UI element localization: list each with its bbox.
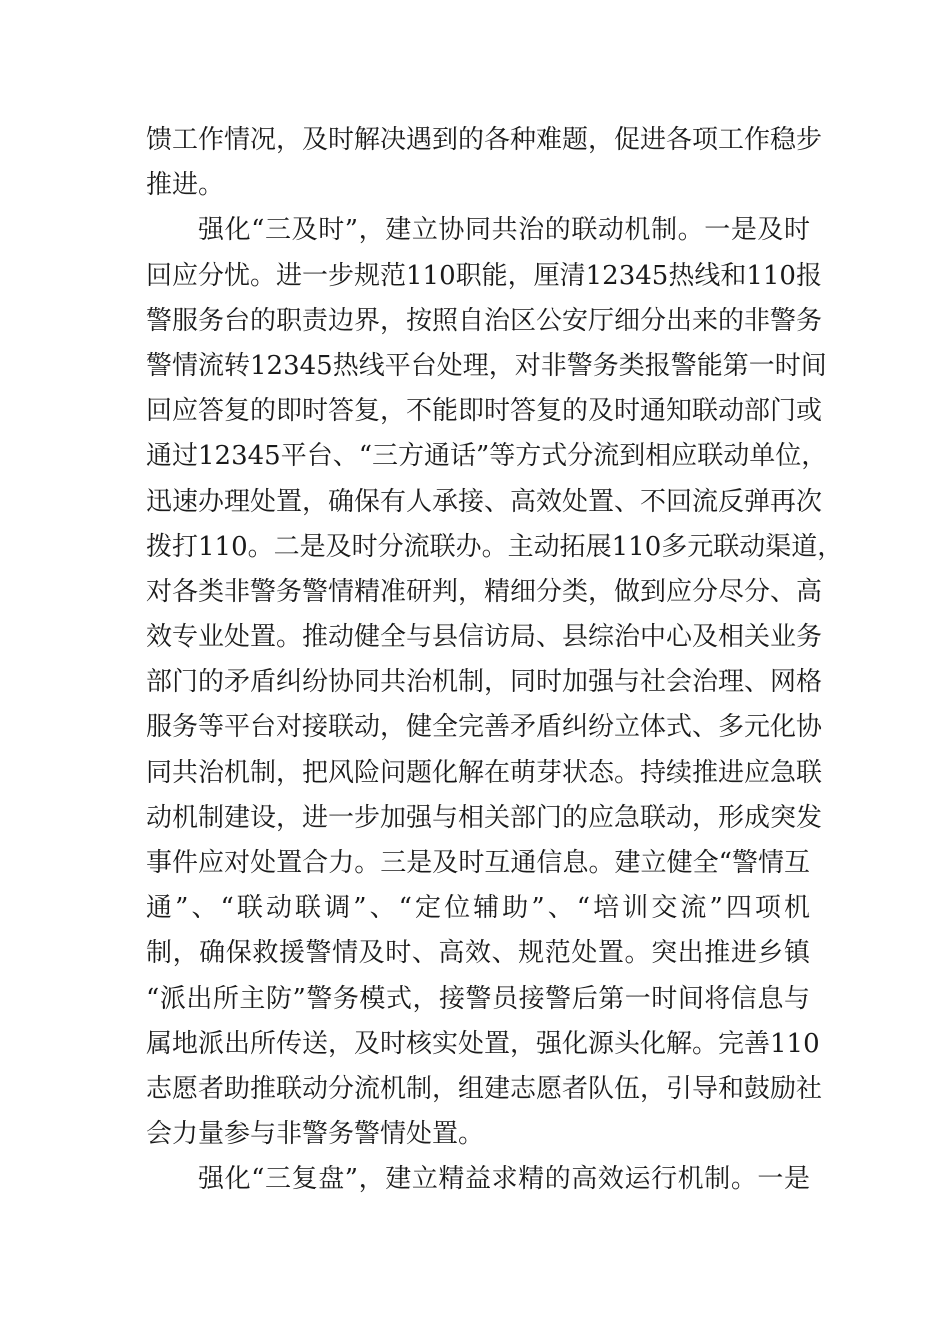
body-text [146,118,844,1203]
text-line: 志愿者助推联动分流机制，组建志愿者队伍，引导和鼓励社 [146,1073,823,1104]
text-line: 迅速办理处置，确保有人承接、高效处置、不回流反弹再次 [146,486,823,517]
text-line: 回应分忧。进一步规范110职能，厘清12345热线和110报 [146,260,822,291]
text-line: “派出所主防”警务模式，接警员接警后第一时间将信息与 [146,983,810,1014]
text-line: 强化“三复盘”，建立精益求精的高效运行机制。一是 [198,1164,810,1195]
text-line: 制，确保救援警情及时、高效、规范处置。突出推进乡镇 [146,938,810,969]
text-line: 对各类非警务警情精准研判，精细分类，做到应分尽分、高 [146,576,823,607]
text-line: 服务等平台对接联动，健全完善矛盾纠纷立体式、多元化协 [146,712,823,743]
text-line: 事件应对处置合力。三是及时互通信息。建立健全“警情互 [146,848,810,878]
text-line: 通”、“联动联调”、“定位辅助”、“培训交流”四项机 [146,893,810,924]
text-line: 馈工作情况，及时解决遇到的各种难题，促进各项工作稳步 [146,125,823,155]
text-line: 属地派出所传送，及时核实处置，强化源头化解。完善110 [146,1028,820,1059]
text-line: 回应答复的即时答复，不能即时答复的及时通知联动部门或 [146,396,823,427]
text-line: 部门的矛盾纠纷协同共治机制，同时加强与社会治理、网格 [146,667,823,698]
text-line: 效专业处置。推动健全与县信访局、县综治中心及相关业务 [146,622,823,653]
text-line: 警服务台的职责边界，按照自治区公安厅细分出来的非警务 [146,305,823,336]
text-line: 强化“三及时”，建立协同共治的联动机制。一是及时 [198,215,810,246]
text-line: 拨打110。二是及时分流联办。主动拓展110多元联动渠道， [146,531,844,562]
text-line: 会力量参与非警务警情处置。 [146,1119,485,1150]
text-line: 动机制建设，进一步加强与相关部门的应急联动，形成突发 [146,802,823,833]
text-line: 同共治机制，把风险问题化解在萌芽状态。持续推进应急联 [146,757,823,788]
text-line: 通过12345平台、“三方通话”等方式分流到相应联动单位， [146,441,828,472]
text-line: 推进。 [146,170,225,201]
text-line: 警情流转12345热线平台处理，对非警务类报警能第一时间 [146,350,827,381]
